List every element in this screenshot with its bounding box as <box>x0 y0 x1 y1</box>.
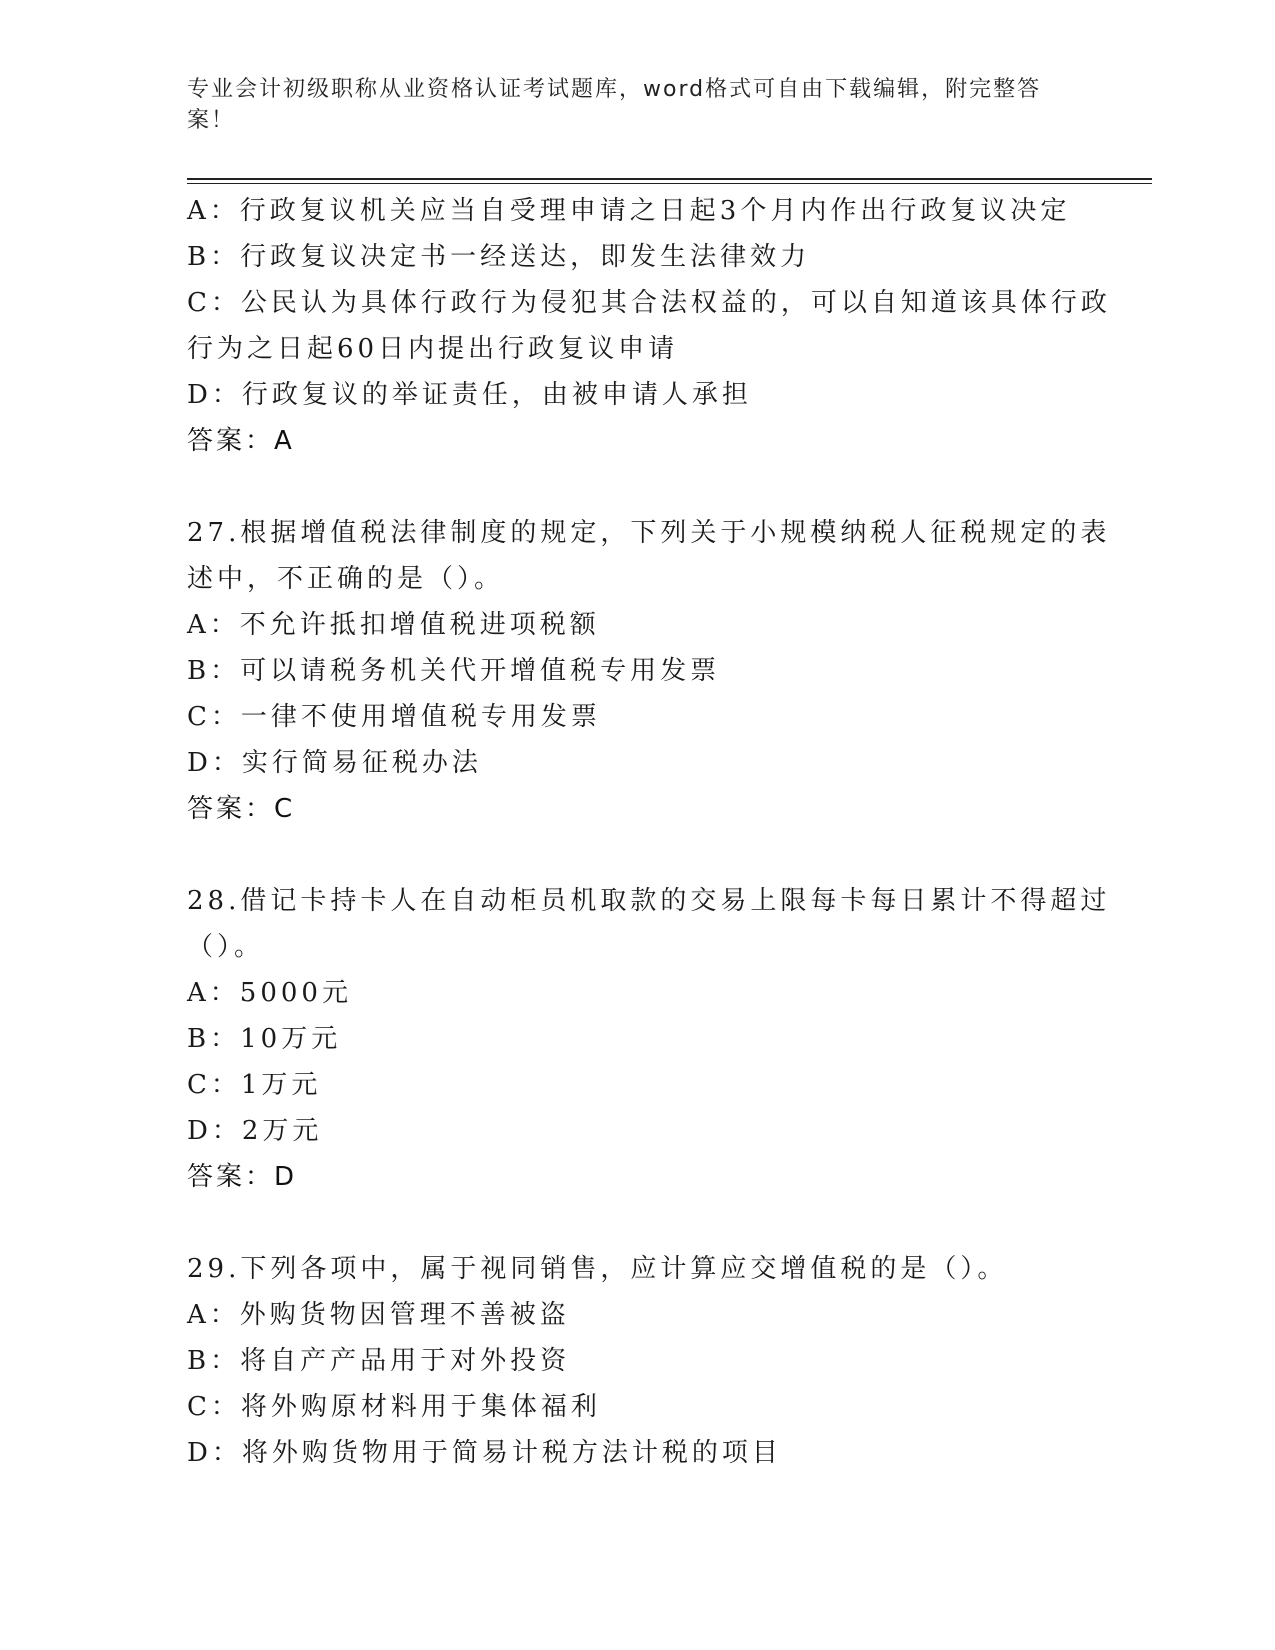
q28-answer: 答案：D <box>187 1162 298 1192</box>
q27-option-b: B：可以请税务机关代开增值税专用发票 <box>187 656 721 686</box>
q28-stem-line1: 28.借记卡持卡人在自动柜员机取款的交易上限每卡每日累计不得超过 <box>187 886 1111 916</box>
q26-answer: 答案：A <box>187 426 295 456</box>
q28-option-c: C：1万元 <box>187 1070 322 1100</box>
q26-option-a: A：行政复议机关应当自受理申请之日起3个月内作出行政复议决定 <box>187 196 1071 226</box>
question-26-block <box>187 188 1111 464</box>
question-content <box>187 188 1111 1476</box>
q26-option-b: B：行政复议决定书一经送达，即发生法律效力 <box>187 242 811 272</box>
q26-option-c-line1: C：公民认为具体行政行为侵犯其合法权益的，可以自知道该具体行政 <box>187 288 1111 318</box>
question-27-block <box>187 510 1111 832</box>
spacer <box>187 464 1087 510</box>
q29-option-d: D：将外购货物用于简易计税方法计税的项目 <box>187 1438 782 1468</box>
header-line-1: 专业会计初级职称从业资格认证考试题库，word格式可自由下载编辑，附完整答 <box>187 77 1042 102</box>
header-line-2: 案！ <box>187 108 236 133</box>
q28-option-d: D：2万元 <box>187 1116 323 1146</box>
spacer <box>187 832 1087 878</box>
spacer <box>187 1200 1087 1246</box>
question-29-block <box>187 1246 1087 1476</box>
question-28-block <box>187 878 1111 1200</box>
q28-option-a: A：5000元 <box>187 978 352 1008</box>
q27-stem-line1: 27.根据增值税法律制度的规定，下列关于小规模纳税人征税规定的表 <box>187 518 1111 548</box>
q27-option-d: D：实行简易征税办法 <box>187 748 482 778</box>
q28-stem-line2: （）。 <box>187 932 265 962</box>
q29-option-a: A：外购货物因管理不善被盗 <box>187 1300 570 1330</box>
q27-option-c: C：一律不使用增值税专用发票 <box>187 702 601 732</box>
q29-option-c: C：将外购原材料用于集体福利 <box>187 1392 601 1422</box>
q27-option-a: A：不允许抵扣增值税进项税额 <box>187 610 600 640</box>
header-rule-thick <box>187 178 1152 180</box>
q26-option-c-line2: 行为之日起60日内提出行政复议申请 <box>187 334 679 364</box>
q27-answer: 答案：C <box>187 794 296 824</box>
page-header <box>187 74 1067 136</box>
header-rule-thin <box>187 183 1152 184</box>
q29-option-b: B：将自产产品用于对外投资 <box>187 1346 571 1376</box>
q28-option-b: B：10万元 <box>187 1024 342 1054</box>
q29-stem-line1: 29.下列各项中，属于视同销售，应计算应交增值税的是（）。 <box>187 1254 1008 1284</box>
q27-stem-line2: 述中，不正确的是（）。 <box>187 564 505 594</box>
q26-option-d: D：行政复议的举证责任，由被申请人承担 <box>187 380 752 410</box>
